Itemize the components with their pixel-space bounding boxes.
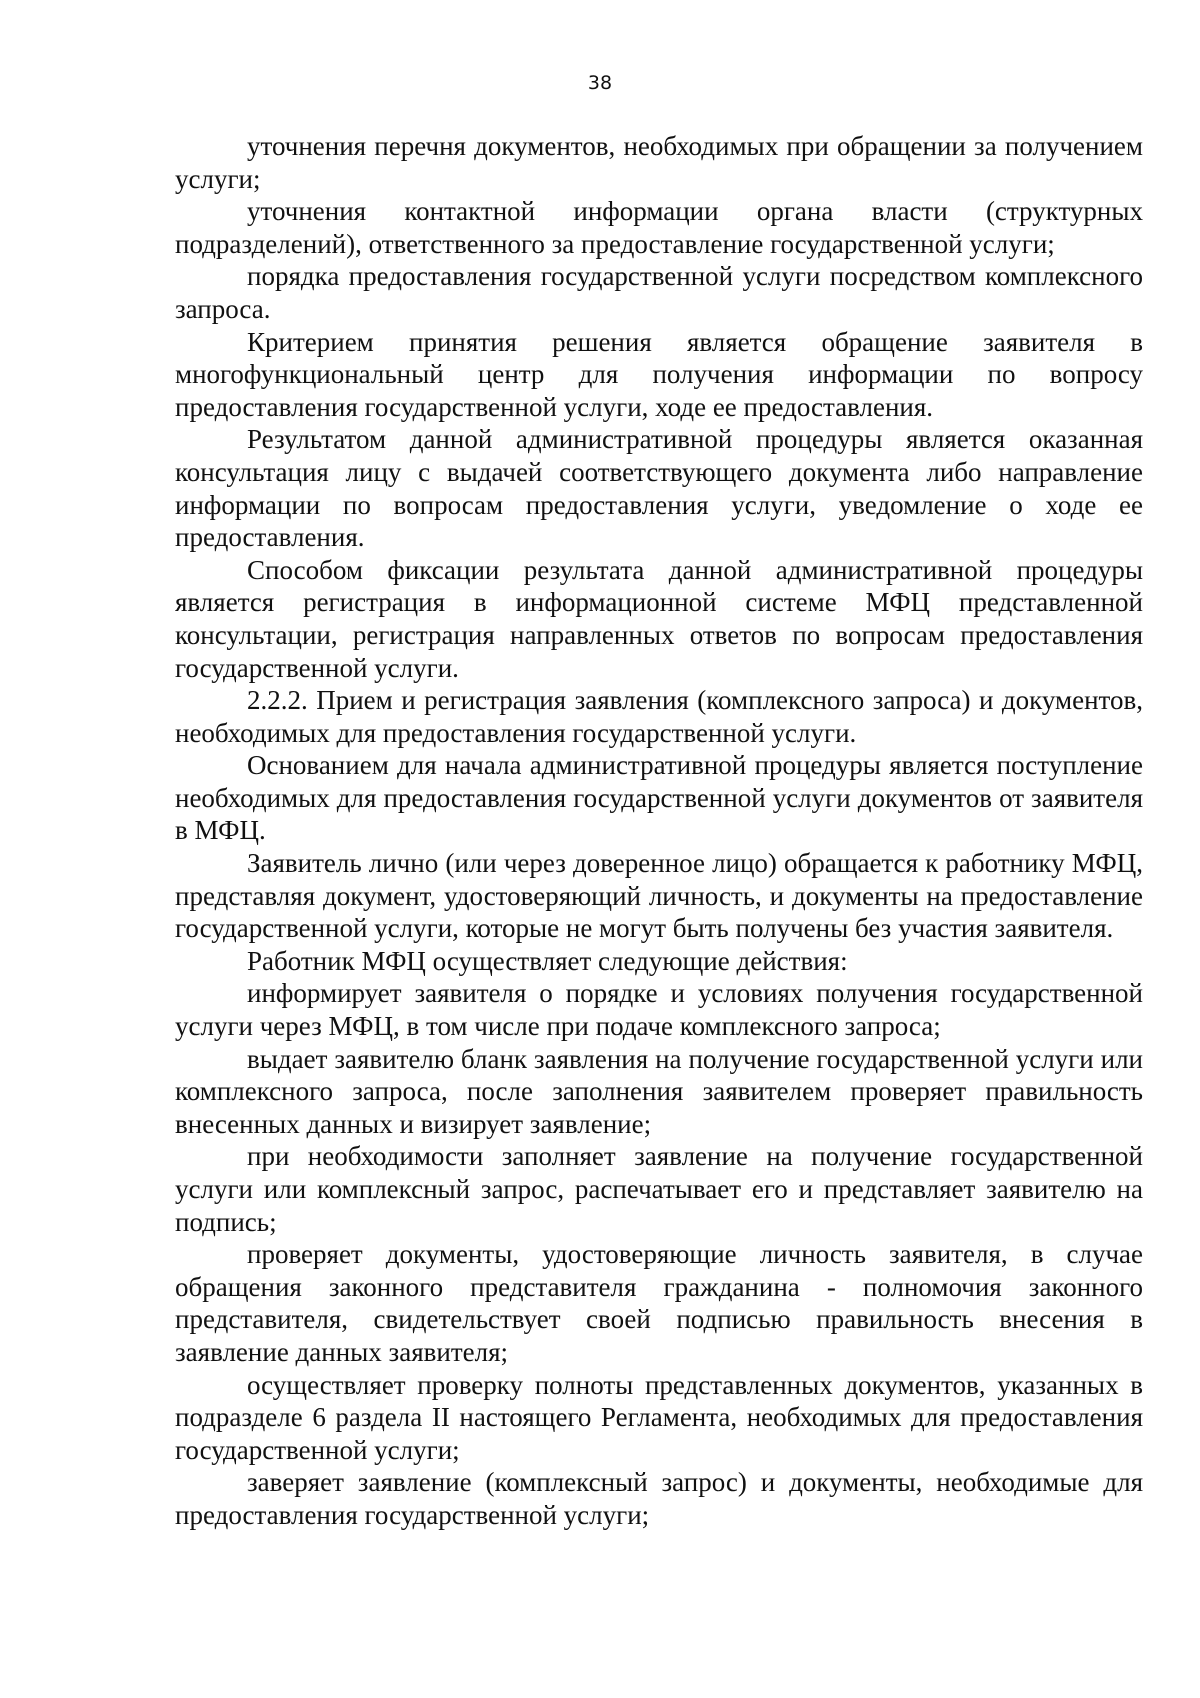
list-paragraph: при необходимости заполняет заявление на получение государственной услуги или комплексный запрос, распечатывает его и представляет заявителю на подпись; (175, 1141, 1143, 1237)
page-number: 38 (587, 72, 613, 94)
paragraph: Основанием для начала административной процедуры является поступление необходимых для предоставления государственной услуги документов от заявителя в МФЦ. (175, 750, 1143, 846)
paragraph: Способом фиксации результата данной административной процедуры является регистрация в информационной системе МФЦ представленной консультации, регистрация направленных ответов по вопросам предоставления государственной услуги. (175, 554, 1143, 683)
paragraph: уточнения контактной информации органа власти (структурных подразделений), ответственного за предоставление государственной услуги; (175, 196, 1143, 259)
paragraph: Результатом данной административной процедуры является оказанная консультация лицу с выдачей соответствующего документа либо направление информации по вопросам предоставления услуги, уведомление о ходе ее предоставления. (175, 424, 1143, 553)
paragraph: уточнения перечня документов, необходимых при обращении за получением услуги; (175, 131, 1143, 194)
list-paragraph: осуществляет проверку полноты представленных документов, указанных в подразделе 6 раздела II настоящего Регламента, необходимых для предоставления государственной услуги; (175, 1369, 1143, 1465)
paragraph: Работник МФЦ осуществляет следующие действия: (247, 945, 848, 976)
document-body (175, 130, 1143, 1532)
paragraph: Заявитель лично (или через доверенное лицо) обращается к работнику МФЦ, представляя документ, удостоверяющий личность, и документы на предоставление государственной услуги, которые не могут быть получены без участия заявителя. (175, 848, 1143, 944)
list-paragraph: проверяет документы, удостоверяющие личность заявителя, в случае обращения законного представителя гражданина - полномочия законного представителя, свидетельствует своей подписью правильность внесения в заявление данных заявителя; (175, 1239, 1143, 1367)
list-paragraph: информирует заявителя о порядке и условиях получения государственной услуги через МФЦ, в том числе при подаче комплексного запроса; (175, 978, 1143, 1042)
list-paragraph: заверяет заявление (комплексный запрос) и документы, необходимые для предоставления государственной услуги; (175, 1467, 1143, 1530)
paragraph: порядка предоставления государственной услуги посредством комплексного запроса. (175, 261, 1143, 324)
paragraph: Критерием принятия решения является обращение заявителя в многофункциональный центр для получения информации по вопросу предоставления государственной услуги, ходе ее предоставления. (175, 326, 1143, 422)
list-paragraph: выдает заявителю бланк заявления на получение государственной услуги или комплексного запроса, после заполнения заявителем проверяет правильность внесенных данных и визирует заявление; (175, 1043, 1143, 1139)
section-heading-paragraph: 2.2.2. Прием и регистрация заявления (комплексного запроса) и документов, необходимых для предоставления государственной услуги. (175, 685, 1143, 748)
